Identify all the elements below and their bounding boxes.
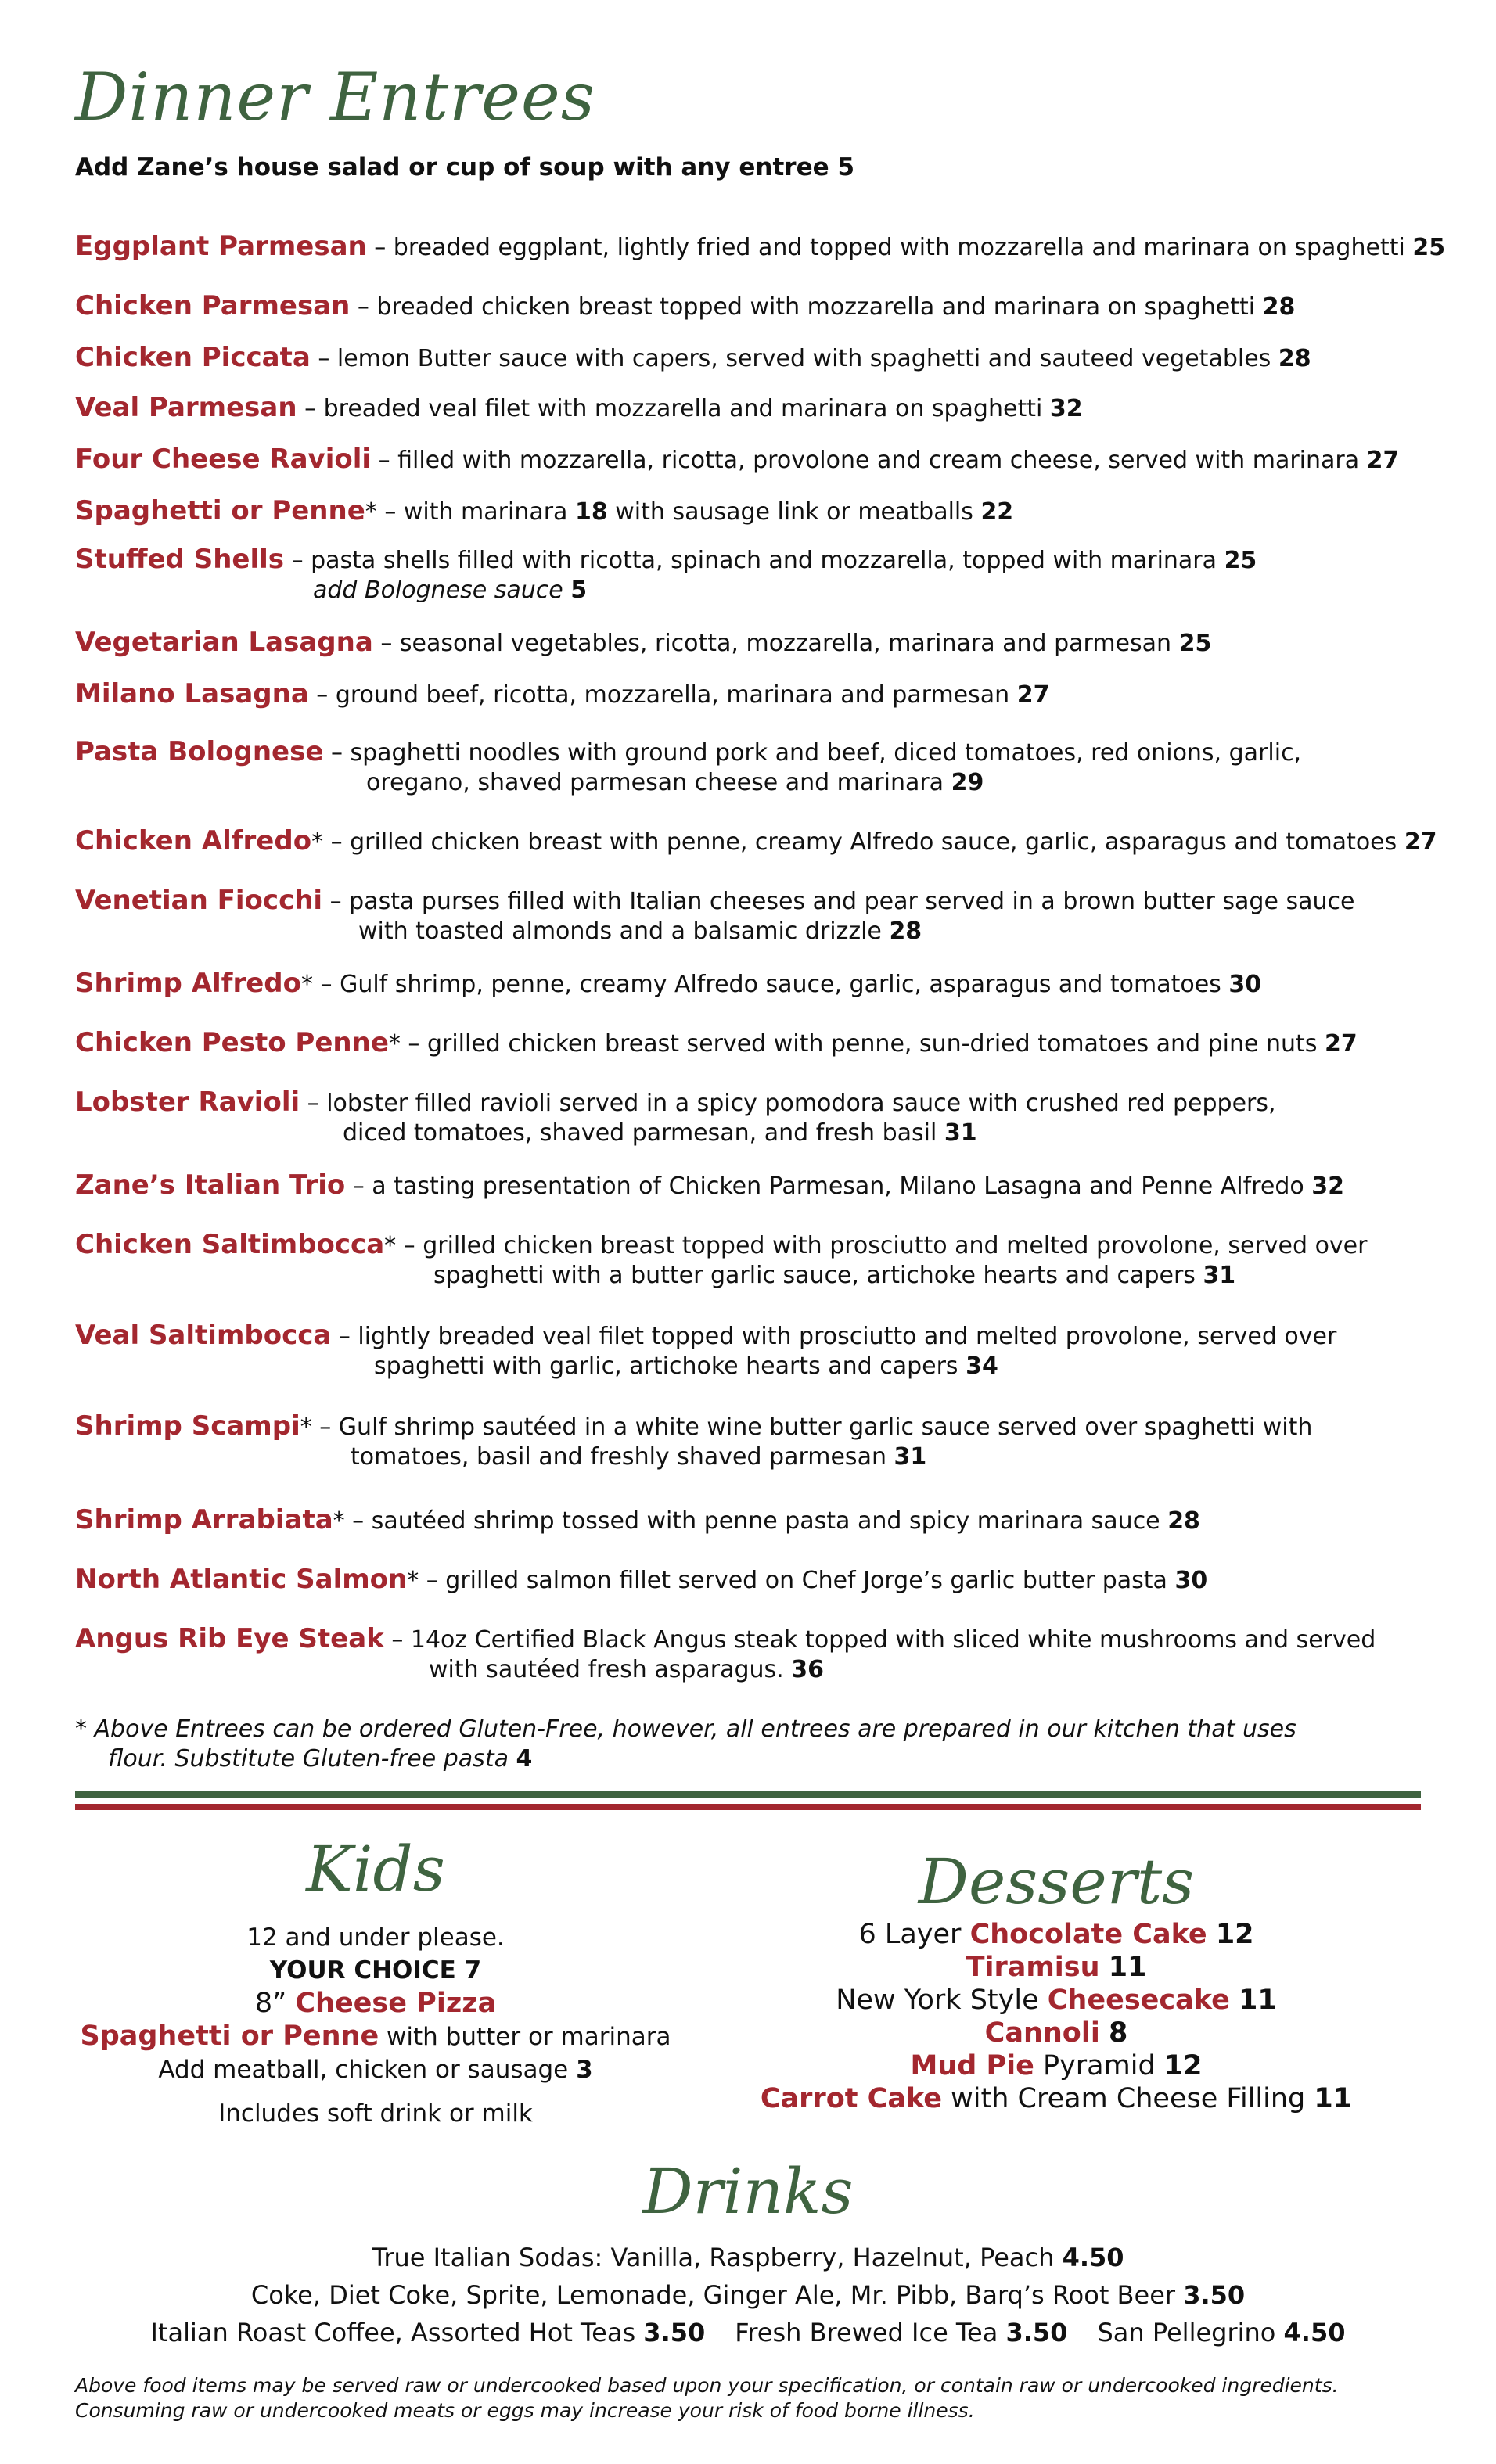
disclaimer-line2: Consuming raw or undercooked meats or eggs may increase your risk of food borne illness.: [75, 2399, 975, 2422]
entree-desc-cont: tomatoes, basil and freshly shaved parmesan: [351, 1443, 894, 1471]
soft-drinks-price: 3.50: [1183, 2280, 1246, 2310]
dessert-name: Chocolate Cake: [969, 1919, 1207, 1950]
entree-price: 31: [894, 1443, 927, 1471]
entree-price: 30: [1228, 971, 1262, 998]
entree-item: [75, 968, 1261, 1000]
entree-desc: – grilled chicken breast served with penne, sun-dried tomatoes and pine nuts: [400, 1030, 1325, 1058]
kids-section: [0, 1921, 751, 2130]
entree-price: 25: [1412, 234, 1446, 261]
raw-food-disclaimer: [75, 2373, 1339, 2423]
entree-item: [75, 544, 1257, 605]
entree-item: [75, 1170, 1344, 1201]
dessert-suffix: [1207, 1919, 1216, 1950]
entree-desc: – Gulf shrimp, penne, creamy Alfredo sauce, garlic, asparagus and tomatoes: [313, 971, 1229, 998]
entree-item: [75, 1411, 1312, 1472]
entree-desc: – spaghetti noodles with ground pork and beef, diced tomatoes, red onions, garlic,: [323, 739, 1302, 767]
entree-name: Stuffed Shells: [75, 544, 285, 575]
entree-name: North Atlantic Salmon: [75, 1564, 408, 1595]
dessert-name: Tiramisu: [966, 1952, 1100, 1983]
kids-pasta: Spaghetti or Penne: [80, 2020, 379, 2052]
entree-star: *: [384, 1232, 397, 1259]
entree-price: 27: [1366, 447, 1400, 474]
entree-price: 28: [889, 918, 922, 945]
entree-price: 25: [1224, 547, 1257, 574]
coffee-tea: Italian Roast Coffee, Assorted Hot Teas: [150, 2318, 644, 2347]
dessert-item: [704, 1951, 1408, 1984]
entree-item: [75, 627, 1211, 659]
dessert-prefix: 6 Layer: [858, 1919, 970, 1950]
entree-name: Vegetarian Lasagna: [75, 627, 373, 658]
desserts-section: [704, 1918, 1408, 2115]
entree-item: [75, 826, 1437, 857]
entree-price: 18: [574, 498, 608, 526]
dessert-price: 11: [1314, 2083, 1353, 2114]
dessert-name: Cannoli: [984, 2017, 1100, 2049]
dessert-price: 8: [1108, 2017, 1128, 2049]
dessert-suffix: [1100, 1952, 1109, 1983]
kids-addon-price: 3: [576, 2056, 593, 2084]
entree-desc: – lightly breaded veal filet topped with prosciutto and melted provolone, served over: [331, 1323, 1337, 1350]
kids-choice-price: YOUR CHOICE 7: [269, 1956, 482, 1984]
entree-price: 28: [1262, 293, 1296, 321]
entree-name: Veal Parmesan: [75, 392, 297, 423]
dessert-price: 11: [1108, 1952, 1147, 1983]
entree-price: 28: [1278, 345, 1311, 372]
kids-title: Kids: [306, 1833, 445, 1905]
entree-name: Four Cheese Ravioli: [75, 444, 372, 475]
dessert-name: Cheesecake: [1047, 1984, 1230, 2016]
entree-desc: – grilled chicken breast with penne, creamy Alfredo sauce, garlic, asparagus and tomatoes: [323, 828, 1404, 856]
desserts-title: Desserts: [918, 1845, 1195, 1918]
drinks-section: [0, 2239, 1496, 2351]
drinks-line-soft: [0, 2276, 1496, 2314]
dessert-item: [704, 1918, 1408, 1951]
san-pellegrino-price: 4.50: [1283, 2318, 1346, 2347]
kids-pizza-size: 8”: [254, 1988, 296, 2019]
entree-desc: – filled with mozzarella, ricotta, provolone and cream cheese, served with marinara: [371, 447, 1367, 474]
entree-desc: – with marinara: [376, 498, 575, 526]
san-pellegrino: San Pellegrino: [1097, 2318, 1284, 2347]
entree-desc: – lobster filled ravioli served in a spicy pomodora sauce with crushed red peppers,: [300, 1090, 1276, 1117]
dessert-suffix: [1230, 1984, 1239, 2016]
divider-green: [75, 1791, 1421, 1798]
entree-name: Chicken Parmesan: [75, 290, 351, 321]
entree-item: [75, 291, 1295, 322]
entree-desc: – a tasting presentation of Chicken Parmesan, Milano Lasagna and Penne Alfredo: [345, 1173, 1312, 1200]
entree-price: 32: [1049, 395, 1083, 422]
entree-name: Spaghetti or Penne: [75, 495, 365, 526]
entree-star: *: [301, 971, 313, 998]
entree-desc: – breaded veal filet with mozzarella and marinara on spaghetti: [297, 395, 1050, 422]
entree-item: [75, 679, 1049, 710]
entree-desc: – seasonal vegetables, ricotta, mozzarella, marinara and parmesan: [372, 630, 1179, 657]
entree-item: [75, 885, 1354, 946]
entree-item: [75, 1087, 1276, 1148]
dessert-price: 12: [1215, 1919, 1254, 1950]
drinks-line-hot: [0, 2314, 1496, 2351]
entree-star: *: [311, 828, 324, 856]
entree-name: Pasta Bolognese: [75, 736, 324, 767]
entree-name: Shrimp Arrabiata: [75, 1504, 333, 1536]
dessert-price: 11: [1238, 1984, 1277, 2016]
dessert-item: [704, 2049, 1408, 2082]
entree-item: [75, 1320, 1336, 1381]
entree-price: 31: [1203, 1262, 1236, 1289]
entree-item: [75, 737, 1301, 798]
drinks-title: Drinks: [642, 2155, 854, 2228]
entree-desc: – breaded eggplant, lightly fried and topped with mozzarella and marinara on spaghetti: [366, 234, 1413, 261]
entree-name: Veal Saltimbocca: [75, 1320, 332, 1351]
ice-tea-price: 3.50: [1005, 2318, 1068, 2347]
dessert-prefix: New York Style: [836, 1984, 1048, 2016]
entree-star: *: [300, 1413, 312, 1441]
entree-price: 27: [1324, 1030, 1358, 1058]
entree-desc: – lemon Butter sauce with capers, served with spaghetti and sauteed vegetables: [310, 345, 1278, 372]
entree-name: Angus Rib Eye Steak: [75, 1623, 384, 1654]
entree-name: Milano Lasagna: [75, 678, 309, 709]
entree-desc: – Gulf shrimp sautéed in a white wine butter garlic sauce served over spaghetti with: [311, 1413, 1313, 1441]
entree-star: *: [388, 1030, 401, 1058]
entree-desc-cont: spaghetti with a butter garlic sauce, artichoke hearts and capers: [433, 1262, 1203, 1289]
entree-desc: – grilled chicken breast topped with prosciutto and melted provolone, served over: [396, 1232, 1368, 1259]
entree-price: 27: [1404, 828, 1437, 856]
dessert-name: Carrot Cake: [760, 2083, 943, 2114]
dessert-name: Mud Pie: [910, 2050, 1034, 2081]
entree-desc-cont: oregano, shaved parmesan cheese and marinara: [366, 769, 951, 796]
entree-desc: – breaded chicken breast topped with mozzarella and marinara on spaghetti: [350, 293, 1263, 321]
entree-desc: – grilled salmon fillet served on Chef Jorge’s garlic butter pasta: [419, 1567, 1175, 1594]
kids-pizza: Cheese Pizza: [295, 1988, 497, 2019]
dessert-item: [704, 2017, 1408, 2049]
entree-name: Eggplant Parmesan: [75, 231, 367, 262]
entree-name: Chicken Piccata: [75, 342, 311, 373]
entree-addon-price: 5: [570, 576, 588, 604]
dessert-item: [704, 2082, 1408, 2115]
entree-star: *: [407, 1567, 419, 1594]
entree-item: [75, 343, 1311, 374]
entree-item: [75, 393, 1083, 424]
entree-price: 34: [966, 1352, 998, 1380]
entree-desc-cont: with toasted almonds and a balsamic drizzle: [358, 918, 890, 945]
kids-addon: Add meatball, chicken or sausage: [158, 2056, 577, 2084]
salad-soup-note: Add Zane’s house salad or cup of soup with any entree 5: [75, 153, 855, 181]
entree-price: 27: [1016, 681, 1050, 709]
entree-desc: – pasta purses filled with Italian cheeses and pear served in a brown butter sage sauce: [322, 888, 1355, 915]
entree-item: [75, 444, 1399, 476]
entree-price: 31: [944, 1119, 977, 1147]
dessert-price: 12: [1163, 2050, 1203, 2081]
entree-price-alt: 22: [980, 498, 1014, 526]
entree-price: 28: [1167, 1507, 1200, 1535]
entree-star: *: [333, 1507, 345, 1535]
entree-name: Shrimp Alfredo: [75, 968, 301, 999]
entree-desc-cont: spaghetti with garlic, artichoke hearts and capers: [374, 1352, 966, 1380]
gluten-free-note-line1: * Above Entrees can be ordered Gluten-Free, however, all entrees are prepared in our kitchen that uses: [75, 1715, 1296, 1743]
coffee-tea-price: 3.50: [643, 2318, 706, 2347]
entree-name: Shrimp Scampi: [75, 1410, 300, 1442]
entree-desc: – sautéed shrimp tossed with penne pasta and spicy marinara sauce: [344, 1507, 1168, 1535]
entree-price: 30: [1174, 1567, 1208, 1594]
dessert-suffix: [1100, 2017, 1109, 2049]
italian-sodas-price: 4.50: [1062, 2243, 1124, 2272]
divider-red: [75, 1804, 1421, 1810]
entree-name: Venetian Fiocchi: [75, 885, 323, 916]
entree-name: Chicken Saltimbocca: [75, 1229, 385, 1260]
entree-price: 36: [791, 1656, 825, 1683]
ice-tea: Fresh Brewed Ice Tea: [735, 2318, 1006, 2347]
kids-age-note: 12 and under please.: [246, 1923, 505, 1952]
entree-name: Chicken Alfredo: [75, 825, 312, 857]
gluten-free-note: [75, 1715, 1296, 1774]
dessert-suffix: Pyramid: [1034, 2050, 1164, 2081]
entree-item: [75, 1505, 1200, 1536]
entree-name: Lobster Ravioli: [75, 1087, 300, 1118]
entree-name: Zane’s Italian Trio: [75, 1169, 346, 1201]
entree-addon: add Bolognese sauce: [313, 576, 571, 604]
entree-item: [75, 1564, 1207, 1596]
page-title: Dinner Entrees: [75, 59, 595, 135]
entree-item: [75, 1624, 1376, 1685]
entree-item: [75, 496, 1013, 527]
entree-price: 25: [1178, 630, 1212, 657]
soft-drinks: Coke, Diet Coke, Sprite, Lemonade, Ginger Ale, Mr. Pibb, Barq’s Root Beer: [250, 2280, 1184, 2310]
disclaimer-line1: Above food items may be served raw or undercooked based upon your specification, or contain raw or undercooked ingredients.: [75, 2374, 1339, 2397]
kids-drink-note: Includes soft drink or milk: [218, 2099, 533, 2128]
entree-item: [75, 1230, 1367, 1291]
gluten-free-pasta-price: 4: [516, 1745, 533, 1773]
entree-item: [75, 1028, 1358, 1059]
entree-desc-cont: diced tomatoes, shaved parmesan, and fresh basil: [343, 1119, 944, 1147]
dessert-item: [704, 1984, 1408, 2017]
entree-desc: – ground beef, ricotta, mozzarella, marinara and parmesan: [308, 681, 1017, 709]
gluten-free-note-line2: flour. Substitute Gluten-free pasta: [108, 1745, 516, 1773]
entree-item: [75, 232, 1445, 263]
italian-sodas: True Italian Sodas: Vanilla, Raspberry, Hazelnut, Peach: [372, 2243, 1063, 2272]
drinks-line-sodas: [0, 2239, 1496, 2276]
entree-price: 32: [1311, 1173, 1345, 1200]
entree-desc-alt: with sausage link or meatballs: [607, 498, 981, 526]
entree-price: 29: [951, 769, 984, 796]
entree-star: *: [365, 498, 377, 526]
entree-desc: – 14oz Certified Black Angus steak topped with sliced white mushrooms and served: [383, 1626, 1376, 1654]
entree-name: Chicken Pesto Penne: [75, 1027, 389, 1058]
dessert-suffix: with Cream Cheese Filling: [942, 2083, 1314, 2114]
entree-desc: – pasta shells filled with ricotta, spinach and mozzarella, topped with marinara: [284, 547, 1224, 574]
kids-pasta-desc: with butter or marinara: [379, 2023, 671, 2051]
entree-desc-cont: with sautéed fresh asparagus.: [429, 1656, 792, 1683]
